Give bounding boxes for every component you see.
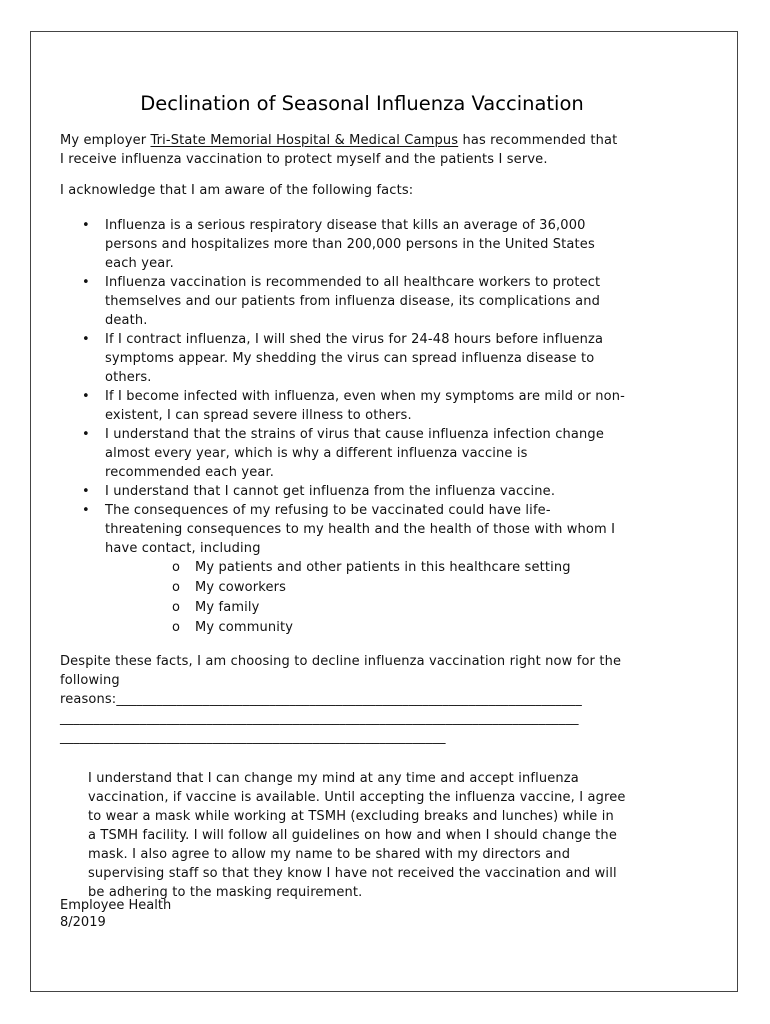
contact-item: o My family xyxy=(105,598,660,618)
fact-item: • If I contract influenza, I will shed the virus for 24-48 hours before influenza symptoms appear. My shedding the virus can spread influenza disease to others. xyxy=(82,332,604,385)
fact-item: • The consequences of my refusing to be vaccinated could have life- threatening consequences to my health and the health of those with whom I have contact, including o My patients and other patients in this healthcare setting o My coworkers o My family o My community xyxy=(60,501,660,638)
bullet-icon: • xyxy=(82,389,90,404)
reasons-field-line-2[interactable]: ______________________________________________________________________________ xyxy=(60,711,579,726)
intro-suffix: has recommended that xyxy=(458,133,618,148)
masking-agreement-paragraph: I understand that I can change my mind at any time and accept influenza vaccination, if vaccine is available. Until accepting the influenza vaccine, I agree to wear a mask while working at TSMH (excluding breaks and lunches) while in a TSMH facility. I will follow all guidelines on how and when I should change the mask. I also agree to allow my name to be shared with my directors and supervising staff so that they know I have not received the vaccination and will be adhering to the masking requirement. xyxy=(88,771,626,900)
decline-line-1: Despite these facts, I am choosing to decline influenza vaccination right now for the xyxy=(60,654,622,669)
fact-item: • I understand that the strains of virus that cause influenza infection change almost every year, which is why a different influenza vaccine is recommended each year. xyxy=(82,427,604,480)
intro-line-2: I receive influenza vaccination to protect myself and the patients I serve. xyxy=(60,152,548,167)
decline-line-2: following xyxy=(60,673,120,688)
sub-bullet-icon: o xyxy=(172,560,181,575)
bullet-icon: • xyxy=(82,332,90,347)
fact-item: • Influenza is a serious respiratory disease that kills an average of 36,000 persons and hospitalizes more than 200,000 persons in the United States each year. xyxy=(82,218,595,271)
document-footer xyxy=(60,897,171,931)
intro-prefix: My employer xyxy=(60,133,151,148)
decline-reasons-paragraph xyxy=(60,652,660,747)
bullet-icon: • xyxy=(82,218,90,233)
document-content xyxy=(60,92,660,902)
bullet-icon: • xyxy=(82,275,90,290)
fact-item: • Influenza vaccination is recommended to all healthcare workers to protect themselves and our patients from influenza disease, its complications and death. xyxy=(82,275,601,328)
sub-bullet-icon: o xyxy=(172,600,181,615)
reasons-field-line-3[interactable]: __________________________________________________________ xyxy=(60,730,446,745)
contact-item: o My community xyxy=(105,618,660,638)
facts-list xyxy=(60,216,660,638)
contact-item: o My patients and other patients in this healthcare setting xyxy=(105,558,660,578)
fact-item: • If I become infected with influenza, even when my symptoms are mild or non- existent, I can spread severe illness to others. xyxy=(82,389,626,423)
contact-item: o My coworkers xyxy=(105,578,660,598)
fact-item: • I understand that I cannot get influenza from the influenza vaccine. xyxy=(82,484,556,499)
footer-department: Employee Health xyxy=(60,898,172,913)
footer-date: 8/2019 xyxy=(60,915,106,930)
intro-paragraph xyxy=(60,131,660,169)
employer-name: Tri-State Memorial Hospital & Medical Campus xyxy=(150,133,459,148)
contacts-list xyxy=(105,558,660,638)
bullet-icon: • xyxy=(82,427,90,442)
sub-bullet-icon: o xyxy=(172,620,181,635)
acknowledge-statement: I acknowledge that I am aware of the following facts: xyxy=(60,183,414,198)
sub-bullet-icon: o xyxy=(172,580,181,595)
bullet-icon: • xyxy=(82,503,90,518)
bullet-icon: • xyxy=(82,484,90,499)
reasons-field-line-1[interactable]: reasons:______________________________________________________________________ xyxy=(60,692,582,707)
document-title: Declination of Seasonal Influenza Vaccination xyxy=(140,92,584,115)
